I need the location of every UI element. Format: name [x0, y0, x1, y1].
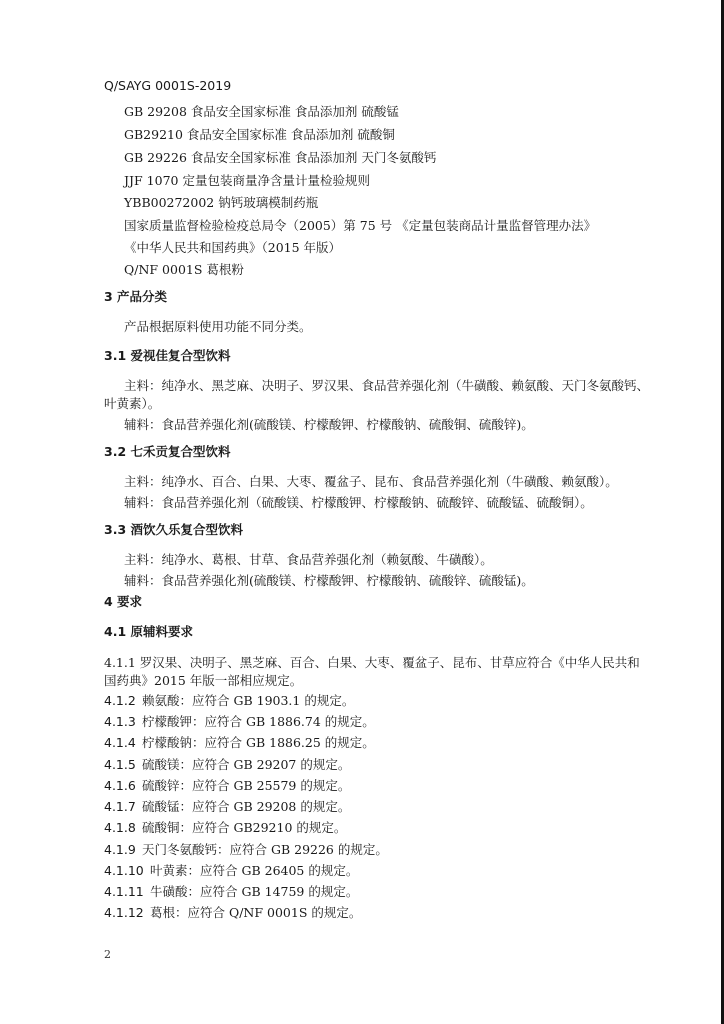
page-number: 2	[104, 948, 111, 961]
section-3-2-heading: 3.2 七禾贡复合型饮料	[104, 444, 231, 459]
req-text: 赖氨酸：应符合 GB 1903.1 的规定。	[142, 693, 355, 708]
req-text: 硫酸锌：应符合 GB 25579 的规定。	[142, 778, 351, 793]
req-item	[104, 842, 388, 858]
section-3-intro: 产品根据原料使用功能不同分类。	[124, 319, 312, 334]
section-3-1-main-cont: 叶黄素）。	[104, 396, 161, 411]
req-num: 4.1.12	[104, 905, 144, 920]
req-item	[104, 799, 351, 815]
req-text: 天门冬氨酸钙：应符合 GB 29226 的规定。	[142, 842, 388, 857]
req-num: 4.1.3	[104, 714, 136, 729]
req-item	[104, 714, 375, 730]
req-text: 叶黄素：应符合 GB 26405 的规定。	[150, 863, 359, 878]
section-3-2-aux: 辅料：食品营养强化剂（硫酸镁、柠檬酸钾、柠檬酸钠、硫酸锌、硫酸锰、硫酸铜）。	[124, 495, 593, 510]
section-3-2-main: 主料：纯净水、百合、白果、大枣、覆盆子、昆布、食品营养强化剂（牛磺酸、赖氨酸）。	[124, 474, 618, 489]
item-4-1-1: 4.1.1 罗汉果、决明子、黑芝麻、百合、白果、大枣、覆盆子、昆布、甘草应符合《中华人民共和	[104, 655, 640, 670]
req-item	[104, 778, 351, 794]
req-text: 柠檬酸钠：应符合 GB 1886.25 的规定。	[142, 735, 375, 750]
section-3-3-heading: 3.3 酒饮久乐复合型饮料	[104, 522, 243, 537]
req-text: 柠檬酸钾：应符合 GB 1886.74 的规定。	[142, 714, 375, 729]
ref-line: 国家质量监督检验检疫总局令（2005）第 75 号 《定量包装商品计量监督管理办法》	[124, 218, 597, 233]
section-3-1-aux: 辅料：食品营养强化剂(硫酸镁、柠檬酸钾、柠檬酸钠、硫酸铜、硫酸锌)。	[124, 417, 534, 432]
req-num: 4.1.10	[104, 863, 144, 878]
req-num: 4.1.7	[104, 799, 136, 814]
section-3-3-main: 主料：纯净水、葛根、甘草、食品营养强化剂（赖氨酸、牛磺酸）。	[124, 552, 493, 567]
section-3-3-aux: 辅料：食品营养强化剂(硫酸镁、柠檬酸钾、柠檬酸钠、硫酸锌、硫酸锰)。	[124, 573, 534, 588]
req-item	[104, 693, 355, 709]
ref-line: GB 29208 食品安全国家标准 食品添加剂 硫酸锰	[124, 104, 399, 119]
doc-code: Q/SAYG 0001S-2019	[104, 78, 232, 93]
req-num: 4.1.2	[104, 693, 136, 708]
req-item	[104, 757, 351, 773]
ref-line: GB 29226 食品安全国家标准 食品添加剂 天门冬氨酸钙	[124, 150, 437, 165]
section-3-1-heading: 3.1 爱视佳复合型饮料	[104, 348, 231, 363]
item-4-1-1-cont: 国药典》2015 年版一部相应规定。	[104, 673, 303, 688]
req-num: 4.1.9	[104, 842, 136, 857]
ref-line: Q/NF 0001S 葛根粉	[124, 262, 244, 277]
section-4-heading: 4 要求	[104, 594, 143, 609]
req-text: 牛磺酸：应符合 GB 14759 的规定。	[150, 884, 359, 899]
ref-line: JJF 1070 定量包装商量净含量计量检验规则	[124, 173, 370, 188]
ref-line: 《中华人民共和国药典》（2015 年版）	[124, 240, 342, 255]
req-item	[104, 884, 359, 900]
req-item	[104, 820, 347, 836]
req-item	[104, 905, 362, 921]
req-num: 4.1.5	[104, 757, 136, 772]
req-text: 硫酸镁：应符合 GB 29207 的规定。	[142, 757, 351, 772]
req-num: 4.1.8	[104, 820, 136, 835]
req-text: 硫酸铜：应符合 GB29210 的规定。	[142, 820, 347, 835]
ref-line: YBB00272002 钠钙玻璃模制药瓶	[124, 195, 319, 210]
req-text: 硫酸锰：应符合 GB 29208 的规定。	[142, 799, 351, 814]
section-4-1-heading: 4.1 原辅料要求	[104, 624, 193, 639]
req-item	[104, 863, 359, 879]
req-num: 4.1.11	[104, 884, 144, 899]
req-item	[104, 735, 375, 751]
section-3-heading: 3 产品分类	[104, 289, 168, 304]
req-text: 葛根：应符合 Q/NF 0001S 的规定。	[150, 905, 362, 920]
section-3-1-main: 主料：纯净水、黑芝麻、决明子、罗汉果、食品营养强化剂（牛磺酸、赖氨酸、天门冬氨酸钙、	[124, 378, 650, 393]
req-num: 4.1.4	[104, 735, 136, 750]
ref-line: GB29210 食品安全国家标准 食品添加剂 硫酸铜	[124, 127, 395, 142]
req-num: 4.1.6	[104, 778, 136, 793]
